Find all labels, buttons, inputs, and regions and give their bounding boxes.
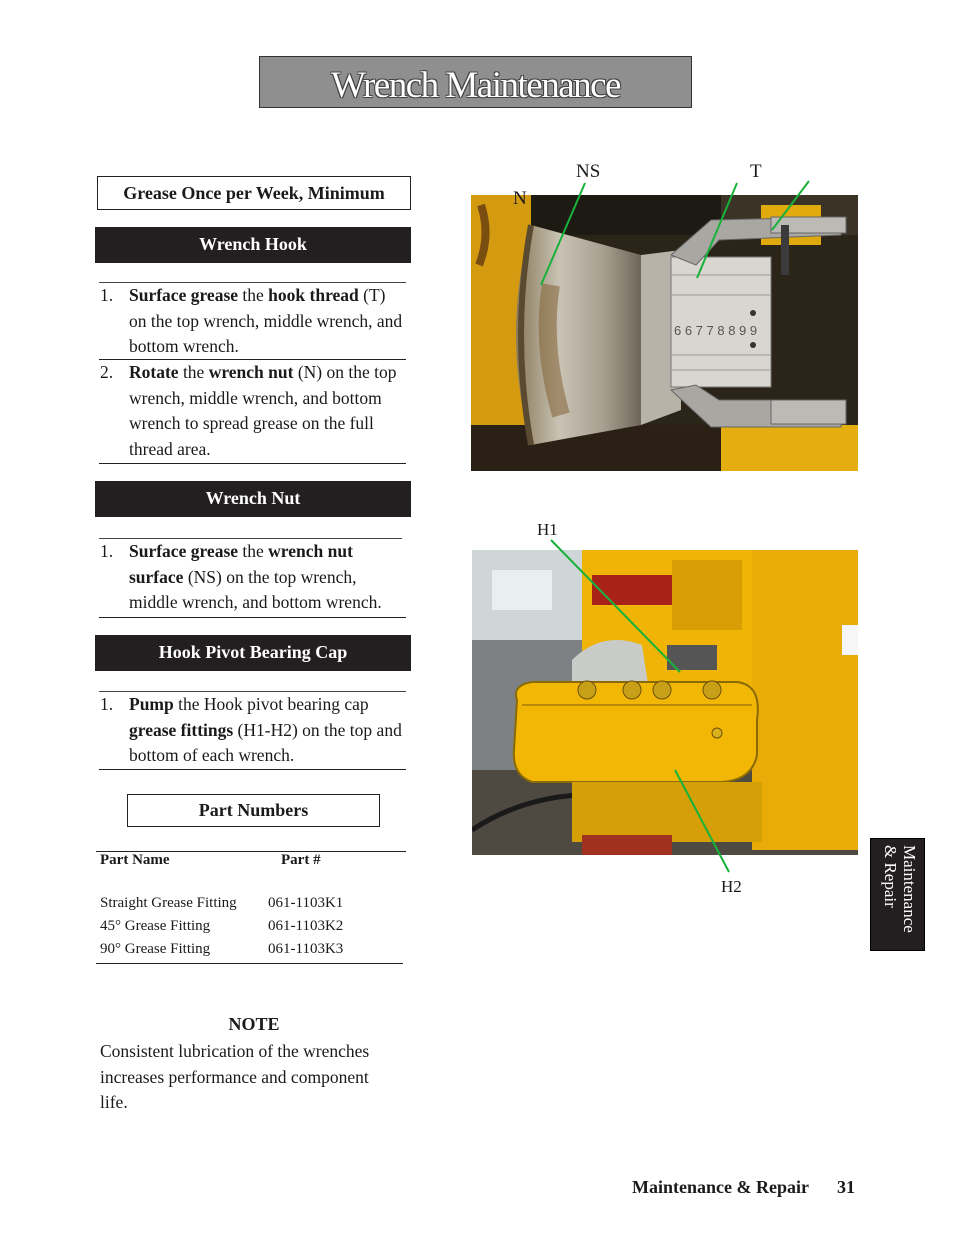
callout-label-h2: H2	[721, 877, 742, 896]
part-number-cell: 061-1103K3	[268, 941, 344, 957]
page-title: Wrench Maintenance	[331, 65, 620, 106]
part-name-cell: Straight Grease Fitting	[100, 895, 237, 911]
part-name-cell: 45° Grease Fitting	[100, 918, 211, 934]
gauge-marks: 6 6 7 7 8 8 9 9	[674, 323, 758, 338]
callout-label-h1: H1	[537, 520, 558, 539]
item-number: 1.	[100, 541, 114, 561]
callout-label-n: N	[513, 188, 527, 209]
part-number-cell: 061-1103K1	[268, 895, 344, 911]
section-side-tab	[870, 838, 925, 951]
section-heading-wrench-nut: Wrench Nut	[95, 481, 411, 517]
leader-line-ns	[541, 183, 585, 285]
part-name-cell: 90° Grease Fitting	[100, 941, 211, 957]
footer-page-number: 31	[837, 1177, 855, 1197]
leader-line-h1	[551, 540, 680, 672]
grease-interval-label: Grease Once per Week, Minimum	[123, 183, 385, 203]
section-heading-wrench-hook: Wrench Hook	[95, 227, 411, 263]
item-number: 2.	[100, 362, 114, 382]
col-header-part-name: Part Name	[100, 852, 170, 868]
item-text: Surface grease the wrench nut surface (NS) on the top wrench, middle wrench, and bottom wrench.	[129, 541, 382, 612]
item-number: 1.	[100, 694, 114, 714]
note-heading: NOTE	[228, 1014, 280, 1034]
callout-label-t: T	[750, 161, 762, 182]
leader-line-t	[697, 183, 737, 278]
callout-label-ns: NS	[576, 161, 601, 182]
note-text: Consistent lubrication of the wrenches increases performance and component life.	[100, 1041, 370, 1112]
item-text: Surface grease the hook thread (T) on the top wrench, middle wrench, and bottom wrench.	[129, 285, 403, 356]
part-numbers-label: Part Numbers	[198, 800, 309, 820]
item-number: 1.	[100, 285, 114, 305]
section-heading-bearing-cap: Hook Pivot Bearing Cap	[95, 635, 411, 671]
footer-section-name: Maintenance & Repair	[632, 1177, 809, 1197]
leader-line-h2	[675, 770, 729, 872]
side-tab-label: Maintenance & Repair	[881, 845, 919, 933]
part-number-cell: 061-1103K2	[268, 918, 344, 934]
item-text: Pump the Hook pivot bearing cap grease fittings (H1-H2) on the top and bottom of each wrench.	[129, 694, 402, 765]
item-text: Rotate the wrench nut (N) on the top wrench, middle wrench, and bottom wrench to spread grease on the full thread area.	[129, 362, 397, 459]
col-header-part-number: Part #	[281, 852, 321, 868]
leader-line-n	[772, 181, 809, 230]
